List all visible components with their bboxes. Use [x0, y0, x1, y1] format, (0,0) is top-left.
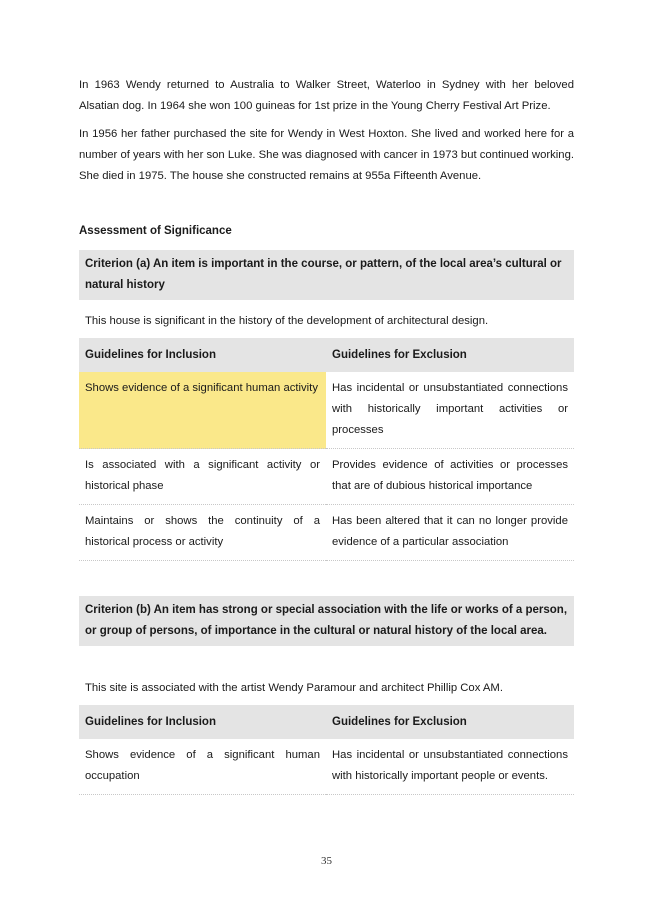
criterion-a-inclusion-header: Guidelines for Inclusion [79, 338, 326, 372]
criterion-b-inclusion-header: Guidelines for Inclusion [79, 705, 326, 739]
exclusion-cell: Has incidental or unsubstantiated connections with historically important activities or processes [326, 372, 574, 449]
inclusion-cell: Shows evidence of a significant human activity [79, 372, 326, 449]
criterion-a-title: Criterion (a) An item is important in the course, or pattern, of the local area’s cultural or natural history [79, 250, 574, 300]
inclusion-cell: Shows evidence of a significant human occupation [79, 739, 326, 795]
criterion-a-description: This house is significant in the history of the development of architectural design. [85, 315, 489, 327]
inclusion-cell: Is associated with a significant activity or historical phase [79, 449, 326, 505]
exclusion-cell: Has incidental or unsubstantiated connections with historically important people or events. [326, 739, 574, 795]
exclusion-cell: Provides evidence of activities or processes that are of dubious historical importance [326, 449, 574, 505]
table-row [79, 505, 574, 561]
table-row [79, 372, 574, 449]
inclusion-cell: Maintains or shows the continuity of a historical process or activity [79, 505, 326, 561]
page-number: 35 [321, 855, 332, 867]
section-heading: Assessment of Significance [79, 225, 232, 237]
criterion-a-guidelines-table [79, 338, 574, 561]
criterion-b-guidelines-table [79, 705, 574, 795]
criterion-b-title: Criterion (b) An item has strong or special association with the life or works of a person, or group of persons, of importance in the cultural or natural history of the local area. [79, 596, 574, 646]
criterion-b-description: This site is associated with the artist Wendy Paramour and architect Phillip Cox AM. [85, 682, 503, 694]
criterion-b-exclusion-header: Guidelines for Exclusion [326, 705, 574, 739]
intro-paragraph-1: In 1963 Wendy returned to Australia to Walker Street, Waterloo in Sydney with her beloved Alsatian dog. In 1964 she won 100 guineas for 1st prize in the Young Cherry Festival Art Prize. [79, 79, 574, 112]
criterion-a-exclusion-header: Guidelines for Exclusion [326, 338, 574, 372]
exclusion-cell: Has been altered that it can no longer provide evidence of a particular association [326, 505, 574, 561]
intro-paragraph-2: In 1956 her father purchased the site for Wendy in West Hoxton. She lived and worked here for a number of years with her son Luke. She was diagnosed with cancer in 1973 but continued working. She died in 1975. The house she constructed remains at 955a Fifteenth Avenue. [79, 128, 574, 182]
table-row [79, 739, 574, 795]
table-row [79, 449, 574, 505]
